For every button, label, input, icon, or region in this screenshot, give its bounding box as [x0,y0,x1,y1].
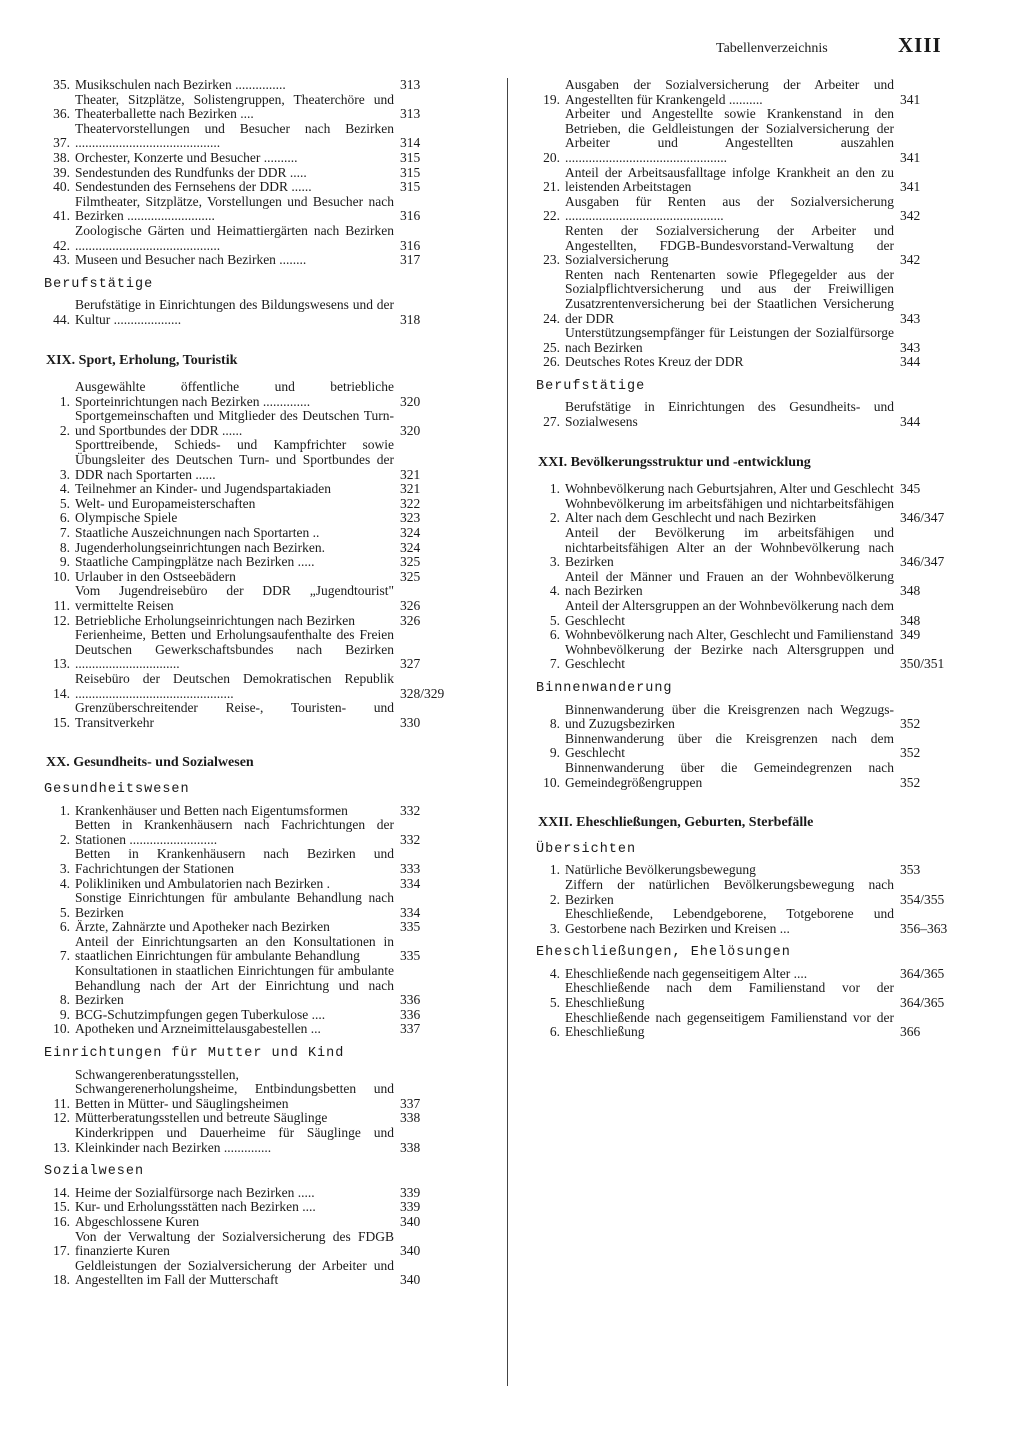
entry-title: Staatliche Auszeichnungen nach Sportarten .. [75,526,320,541]
section-heading: XIX. Sport, Erholung, Touristik [46,352,238,368]
entry-page: 316 [400,237,421,253]
entry-number: 12. [53,612,70,628]
entry-title: Anteil der Männer und Frauen an der Wohnbevölkerung nach Bezirken [565,569,894,599]
toc-entry [530,863,970,878]
toc-entry [38,818,470,847]
toc-entry [530,482,970,497]
toc-entry [38,1186,470,1201]
entry-title: Eheschließende nach gegenseitigem Alter .... [565,966,808,981]
toc-entry [530,78,970,107]
toc-entry [530,526,970,570]
entry-number: 14. [53,1184,70,1200]
toc-entry [38,253,470,268]
entry-title: Schwangerenberatungsstellen, Schwangerenerholungsheime, Entbindungsbetten und Betten in Mütter- und Säuglingsheimen [75,1067,394,1111]
toc-entry [38,1111,470,1126]
entry-title: Grenzüberschreitender Reise-, Touristen- und Transitverkehr [75,701,394,730]
entry-title: Binnenwanderung über die Kreisgrenzen nach dem Geschlecht [565,731,894,761]
entry-number: 2. [59,831,70,847]
entry-page: 335 [400,948,421,964]
toc-entry [38,584,470,613]
entry-page: 315 [400,179,421,195]
toc-entry [38,1068,470,1112]
section-heading: XXI. Bevölkerungsstruktur und -entwicklung [538,454,811,470]
entry-number: 8. [549,716,560,732]
toc-entry [38,964,470,1008]
right-column [530,78,970,1040]
toc-entry [38,891,470,920]
entry-title: Theatervorstellungen und Besucher nach Bezirken ........................................... [75,121,394,151]
entry-number: 6. [549,1024,560,1040]
entry-title: Mütterberatungsstellen und betreute Säuglinge [75,1111,328,1126]
toc-entry [38,628,470,672]
entry-number: 1. [549,862,560,878]
entry-title: Staatliche Campingplätze nach Bezirken ..... [75,555,315,570]
entry-title: Eheschließende nach dem Familienstand vor der Eheschließung [565,981,894,1011]
column-divider [507,78,508,1386]
toc-entry [530,628,970,643]
entry-page: 344 [900,414,921,430]
toc-entry [38,804,470,819]
entry-page: 326 [400,612,421,628]
entry-page: 321 [400,481,421,497]
toc-entry [530,703,970,732]
toc-entry [530,761,970,790]
entry-number: 2. [549,510,560,526]
entry-page: 335 [400,919,421,935]
entry-page: 354/355 [900,891,945,907]
entry-title: Teilnehmer an Kinder- und Jugendspartakiaden [75,482,331,497]
entry-page: 342 [900,252,921,268]
entry-title: Ferienheime, Betten und Erholungsaufenthalte des Freien Deutschen Gewerkschaftsbundes nach Bezirken ............................... [75,628,394,672]
entry-page: 332 [400,802,421,818]
entry-page: 318 [400,311,421,327]
entry-title: Sporttreibende, Schieds- und Kampfrichter sowie Übungsleiter des Deutschen Turn- und Sportbundes der DDR nach Sportarten ...... [75,438,394,482]
toc-entry [38,166,470,181]
entry-number: 25. [543,339,560,355]
entry-number: 40. [53,179,70,195]
entry-title: Abgeschlossene Kuren [75,1214,200,1229]
entry-number: 9. [59,554,70,570]
entry-number: 5. [549,995,560,1011]
toc-entry [530,599,970,628]
toc-entry [530,878,970,907]
entry-title: Renten der Sozialversicherung der Arbeiter und Angestellten, FDGB-Bundesvorstand-Verwaltung der Sozialversicherung [565,223,894,268]
subsection-heading: Gesundheitswesen [44,781,190,797]
entry-page: 334 [400,875,421,891]
toc-entry [38,1215,470,1230]
entry-number: 22. [543,208,560,224]
toc-entry [38,541,470,556]
subsection-heading: Berufstätige [536,378,646,394]
running-title: Tabellenverzeichnis [716,41,828,56]
entry-page: 349 [900,627,921,643]
toc-entry [530,326,970,355]
entry-number: 16. [53,1213,70,1229]
toc-entry [38,78,470,93]
entry-title: Polikliniken und Ambulatorien nach Bezirken . [75,876,330,891]
entry-number: 13. [53,1139,70,1155]
entry-title: Reisebüro der Deutschen Demokratischen Republik ............................................... [75,671,394,701]
entry-page: 340 [400,1243,421,1259]
entry-number: 3. [549,920,560,936]
subsection-heading: Übersichten [536,841,637,857]
entry-number: 26. [543,354,560,370]
subsection-heading: Eheschließungen, Ehelösungen [536,945,791,961]
toc-entry [530,107,970,165]
entry-number: 35. [53,77,70,92]
entry-number: 4. [59,481,70,497]
entry-title: Kur- und Erholungsstätten nach Bezirken .... [75,1200,316,1215]
entry-number: 17. [53,1243,70,1259]
entry-title: Berufstätige in Einrichtungen des Gesundheits- und Sozialwesens [565,400,894,430]
toc-entry [530,166,970,195]
subsection-heading: Berufstätige [44,276,154,292]
entry-number: 39. [53,164,70,180]
entry-number: 7. [549,656,560,672]
entry-number: 3. [59,860,70,876]
entry-title: Natürliche Bevölkerungsbewegung [565,863,756,878]
toc-entry [38,1230,470,1259]
entry-page: 336 [400,1006,421,1022]
toc-entry [530,400,970,429]
entry-page: 340 [400,1272,421,1288]
entry-page: 323 [400,510,421,526]
entry-page: 344 [900,354,921,370]
entry-page: 337 [400,1095,421,1111]
entry-number: 9. [549,745,560,761]
entry-number: 7. [59,948,70,964]
entry-page: 333 [400,860,421,876]
toc-entry [530,224,970,268]
toc-entry [530,268,970,326]
entry-page: 348 [900,583,921,599]
entry-title: Betriebliche Erholungseinrichtungen nach Bezirken [75,613,356,628]
entry-number: 43. [53,252,70,268]
entry-page: 339 [400,1199,421,1215]
entry-page: 353 [900,862,921,878]
entry-page: 352 [900,716,921,732]
entry-page: 327 [400,656,421,672]
entry-title: Wohnbevölkerung im arbeitsfähigen und nichtarbeitsfähigen Alter nach dem Geschlecht und nach Bezirken [565,496,894,526]
entry-title: Wohnbevölkerung nach Geburtsjahren, Alter und Geschlecht [565,482,894,497]
entry-title: Ausgewählte öffentliche und betriebliche Sporteinrichtungen nach Bezirken .............. [75,380,394,409]
entry-page: 324 [400,539,421,555]
entry-number: 15. [53,714,70,730]
toc-entry [530,643,970,672]
entry-title: Sportgemeinschaften und Mitglieder des Deutschen Turn- und Sportbundes der DDR ...... [75,409,394,438]
entry-title: Ausgaben für Renten aus der Sozialversicherung ............................................... [565,194,894,224]
entry-page: 336 [400,992,421,1008]
entry-number: 10. [543,774,560,790]
entry-page: 313 [400,106,421,122]
entry-number: 1. [59,802,70,818]
entry-page: 366 [900,1024,921,1040]
toc-entry [38,224,470,253]
entry-page: 315 [400,164,421,180]
entry-page: 330 [400,714,421,730]
entry-number: 2. [549,891,560,907]
entry-number: 9. [59,1006,70,1022]
entry-title: Wohnbevölkerung nach Alter, Geschlecht und Familienstand [565,628,894,643]
entry-title: Vom Jugendreisebüro der DDR „Jugendtourist" vermittelte Reisen [75,584,394,613]
toc-entry [530,907,970,936]
entry-title: Renten nach Rentenarten sowie Pflegegelder aus der Sozialpflichtversicherung und aus der Freiwilligen Zusatzrentenversicherung bei der Staatlichen Versicherung der DDR [565,267,894,326]
entry-title: Anteil der Arbeitsausfalltage infolge Krankheit an den zu leistenden Arbeitstagen [565,165,894,195]
entry-title: Geldleistungen der Sozialversicherung der Arbeiter und Angestellten im Fall der Mutterschaft [75,1258,394,1288]
entry-number: 19. [543,91,560,107]
entry-title: BCG-Schutzimpfungen gegen Tuberkulose .... [75,1007,326,1022]
entry-number: 13. [53,656,70,672]
entry-number: 44. [53,311,70,327]
entry-title: Ärzte, Zahnärzte und Apotheker nach Bezirken [75,920,330,935]
entry-page: 313 [400,77,421,92]
entry-page: 341 [900,149,921,165]
subsection-heading: Sozialwesen [44,1164,145,1180]
entry-title: Heime der Sozialfürsorge nach Bezirken ..... [75,1185,315,1200]
entry-page: 314 [400,135,421,151]
toc-entry [38,151,470,166]
toc-entry [38,570,470,585]
entry-title: Museen und Besucher nach Bezirken ........ [75,253,307,268]
entry-title: Apotheken und Arzneimittelausgabestellen ... [75,1022,321,1037]
entry-title: Sonstige Einrichtungen für ambulante Behandlung nach Bezirken [75,891,394,920]
entry-page: 346/347 [900,510,945,526]
entry-number: 5. [59,904,70,920]
entry-title: Arbeiter und Angestellte sowie Krankenstand in den Betrieben, die Geldleistungen der Sozialversicherung der Arbeiter und Angestellten auszahlen ................................................ [565,107,894,165]
entry-number: 11. [53,1095,70,1111]
entry-number: 5. [59,495,70,511]
entry-title: Sendestunden des Fernsehens der DDR ...... [75,180,312,195]
toc-entry [38,497,470,512]
entry-number: 38. [53,149,70,165]
toc-entry [38,1259,470,1288]
left-column [38,78,470,1288]
entry-page: 321 [400,466,421,482]
toc-entry [38,482,470,497]
toc-entry [38,701,470,730]
toc-entry [38,1200,470,1215]
entry-page: 342 [900,208,921,224]
toc-entry [38,847,470,876]
entry-number: 8. [59,539,70,555]
entry-number: 6. [59,510,70,526]
entry-number: 14. [53,685,70,701]
entry-number: 6. [549,627,560,643]
toc-entry [38,614,470,629]
entry-number: 4. [549,583,560,599]
entry-title: Binnenwanderung über die Gemeindegrenzen nach Gemeindegrößengruppen [565,760,894,790]
entry-number: 4. [549,965,560,981]
entry-title: Konsultationen in staatlichen Einrichtungen für ambulante Behandlung nach der Art der Einrichtung und nach Bezirken [75,964,394,1008]
toc-entry [38,920,470,935]
entry-number: 10. [53,568,70,584]
entry-page: 346/347 [900,554,945,570]
toc-entry [38,298,470,327]
entry-page: 315 [400,149,421,165]
subsection-heading: Einrichtungen für Mutter und Kind [44,1046,345,1062]
entry-page: 324 [400,525,421,541]
toc-entry [38,409,470,438]
entry-number: 36. [53,106,70,122]
entry-page: 364/365 [900,995,945,1011]
entry-page: 325 [400,554,421,570]
entry-page: 339 [400,1184,421,1200]
entry-page: 364/365 [900,965,945,981]
entry-title: Urlauber in den Ostseebädern [75,569,236,584]
entry-title: Olympische Spiele [75,511,178,526]
toc-entry [38,877,470,892]
entry-page: 356–363 [900,920,948,936]
entry-number: 23. [543,252,560,268]
entry-number: 18. [53,1272,70,1288]
entry-page: 326 [400,598,421,613]
toc-entry [38,555,470,570]
page-number: XIII [898,33,942,57]
entry-page: 340 [400,1213,421,1229]
toc-entry [530,497,970,526]
entry-title: Theater, Sitzplätze, Solistengruppen, Theaterchöre und Theaterballette nach Bezirken .... [75,92,394,122]
entry-page: 337 [400,1021,421,1037]
entry-number: 4. [59,875,70,891]
entry-number: 21. [543,179,560,195]
entry-title: Von der Verwaltung der Sozialversicherung des FDGB finanzierte Kuren [75,1229,394,1259]
entry-number: 1. [59,393,70,409]
entry-number: 37. [53,135,70,151]
toc-entry [38,1008,470,1023]
toc-entry [38,511,470,526]
entry-number: 3. [549,554,560,570]
entry-number: 1. [549,481,560,497]
entry-number: 41. [53,208,70,224]
toc-entry [530,1011,970,1040]
entry-page: 320 [400,422,421,438]
entry-number: 5. [549,612,560,628]
entry-title: Jugenderholungseinrichtungen nach Bezirken. [75,540,326,555]
section-heading: XXII. Eheschließungen, Geburten, Sterbefälle [538,815,814,831]
entry-title: Anteil der Altersgruppen an der Wohnbevölkerung nach dem Geschlecht [565,599,894,628]
subsection-heading: Binnenwanderung [536,680,673,696]
entry-page: 343 [900,339,921,355]
entry-page: 341 [900,91,921,107]
entry-number: 20. [543,149,560,165]
toc-entry [530,981,970,1010]
entry-title: Berufstätige in Einrichtungen des Bildungswesens und der Kultur .................... [75,298,394,327]
entry-number: 6. [59,919,70,935]
toc-entry [38,1022,470,1037]
entry-page: 341 [900,179,921,195]
entry-title: Ziffern der natürlichen Bevölkerungsbewegung nach Bezirken [565,877,894,907]
toc-entry [530,355,970,370]
toc-entry [38,672,470,701]
entry-page: 332 [400,831,421,847]
entry-page: 348 [900,612,921,628]
entry-page: 338 [400,1110,421,1126]
page-header [0,33,1024,60]
entry-title: Eheschließende nach gegenseitigem Familienstand vor der Eheschließung [565,1010,894,1040]
entry-title: Orchester, Konzerte und Besucher .......... [75,150,298,165]
toc-entry [38,93,470,122]
entry-title: Betten in Krankenhäusern nach Bezirken und Fachrichtungen der Stationen [75,847,394,876]
entry-number: 8. [59,992,70,1008]
entry-page: 320 [400,393,421,409]
entry-title: Krankenhäuser und Betten nach Eigentumsformen [75,803,348,818]
entry-page: 350/351 [900,656,945,672]
entry-number: 42. [53,237,70,253]
entry-number: 24. [543,310,560,326]
entry-page: 317 [400,252,421,268]
entry-number: 3. [59,466,70,482]
entry-title: Binnenwanderung über die Kreisgrenzen nach Wegzugs- und Zuzugsbezirken [565,702,894,732]
entry-title: Unterstützungsempfänger für Leistungen der Sozialfürsorge nach Bezirken [565,326,894,355]
toc-entry [530,732,970,761]
toc-entry [38,1126,470,1155]
entry-page: 345 [900,481,921,497]
entry-page: 334 [400,904,421,920]
toc-entry [530,195,970,224]
entry-page: 325 [400,568,421,584]
entry-page: 352 [900,745,921,761]
entry-page: 316 [400,208,421,224]
entry-title: Kinderkrippen und Dauerheime für Säuglinge und Kleinkinder nach Bezirken .............. [75,1126,394,1155]
toc-entry [38,180,470,195]
entry-number: 2. [59,422,70,438]
toc-entry [530,570,970,599]
entry-page: 322 [400,495,421,511]
section-heading: XX. Gesundheits- und Sozialwesen [46,755,254,771]
entry-number: 15. [53,1199,70,1215]
entry-title: Ausgaben der Sozialversicherung der Arbeiter und Angestellten für Krankengeld .......... [565,78,894,107]
toc-entry [38,526,470,541]
toc-entry [38,935,470,964]
toc-entry [38,195,470,224]
entry-title: Welt- und Europameisterschaften [75,496,256,511]
toc-entry [38,380,470,409]
entry-title: Betten in Krankenhäusern nach Fachrichtungen der Stationen .......................... [75,818,394,847]
entry-number: 7. [59,525,70,541]
entry-number: 10. [53,1021,70,1037]
entry-title: Anteil der Einrichtungsarten an den Konsultationen in staatlichen Einrichtungen für ambulante Behandlung [75,934,394,964]
entry-page: 338 [400,1139,421,1155]
entry-title: Sendestunden des Rundfunks der DDR ..... [75,165,307,180]
entry-page: 343 [900,310,921,326]
entry-title: Filmtheater, Sitzplätze, Vorstellungen und Besucher nach Bezirken .......................... [75,194,394,224]
entry-title: Eheschließende, Lebendgeborene, Totgeborene und Gestorbene nach Bezirken und Kreisen ... [565,907,894,936]
entry-page: 328/329 [400,685,445,701]
entry-title: Anteil der Bevölkerung im arbeitsfähigen und nichtarbeitsfähigen Alter an der Wohnbevölkerung nach Bezirken [565,526,894,570]
toc-entry [38,122,470,151]
entry-number: 27. [543,414,560,430]
entry-title: Zoologische Gärten und Heimattiergärten nach Bezirken ........................................... [75,223,394,253]
entry-title: Musikschulen nach Bezirken ............... [75,78,286,92]
entry-title: Deutsches Rotes Kreuz der DDR [565,355,744,370]
entry-number: 11. [53,598,70,613]
entry-number: 12. [53,1110,70,1126]
entry-page: 352 [900,774,921,790]
entry-title: Wohnbevölkerung der Bezirke nach Altersgruppen und Geschlecht [565,642,894,672]
toc-entry [530,967,970,982]
toc-entry [38,438,470,482]
